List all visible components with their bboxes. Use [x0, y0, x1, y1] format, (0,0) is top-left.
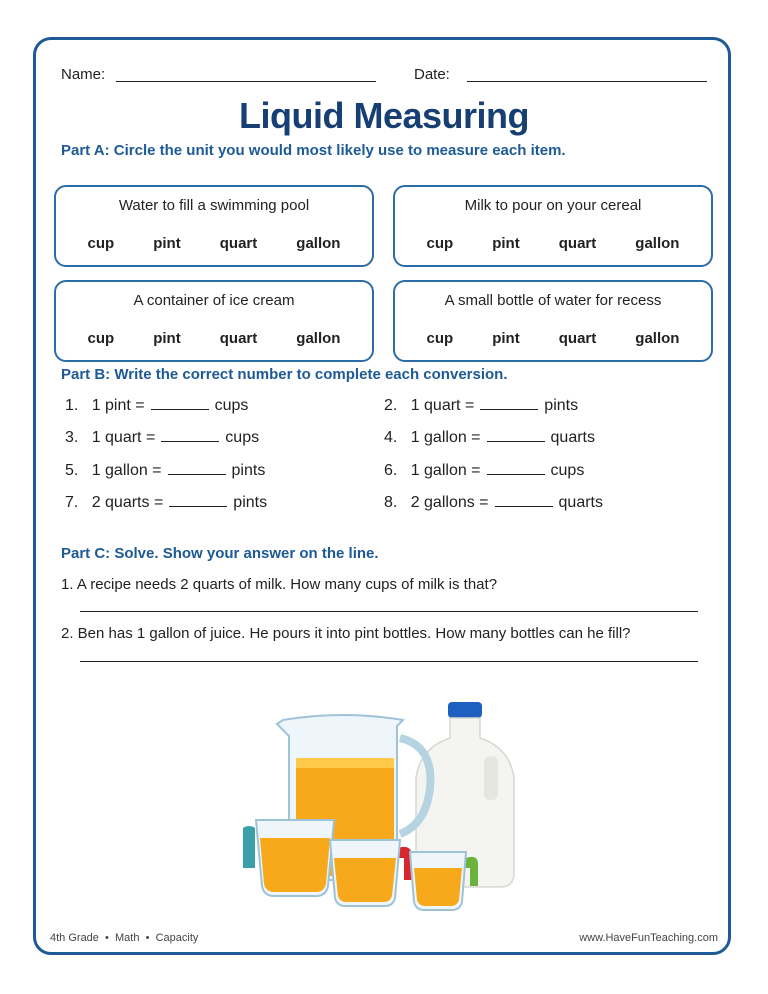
- answer-blank[interactable]: [168, 460, 226, 475]
- conversion-problem: [65, 460, 265, 480]
- date-label: Date:: [414, 66, 450, 83]
- unit-option-cup[interactable]: cup: [426, 235, 454, 252]
- conversion-problem: [384, 492, 603, 512]
- unit-option-cup[interactable]: cup: [426, 330, 454, 347]
- part-a-heading: Part A: Circle the unit you would most likely use to measure each item.: [61, 142, 566, 159]
- item-card: [54, 280, 374, 362]
- unit-option-pint[interactable]: pint: [492, 235, 520, 252]
- answer-blank[interactable]: [487, 460, 545, 475]
- unit-option-gallon[interactable]: gallon: [296, 330, 341, 347]
- bullet-icon: •: [142, 932, 153, 944]
- unit-option-quart[interactable]: quart: [558, 235, 597, 252]
- problem-unit: pints: [233, 494, 268, 511]
- unit-option-pint[interactable]: pint: [153, 330, 181, 347]
- footer-topic: Capacity: [155, 932, 199, 944]
- answer-blank[interactable]: [151, 395, 209, 410]
- unit-option-pint[interactable]: pint: [492, 330, 520, 347]
- date-field[interactable]: [467, 81, 707, 82]
- problem-unit: pints: [544, 397, 579, 414]
- problem-number: 8.: [384, 494, 398, 511]
- problem-unit: cups: [550, 462, 585, 479]
- answer-blank[interactable]: [169, 492, 227, 507]
- part-c-heading: Part C: Solve. Show your answer on the line.: [61, 545, 379, 562]
- item-card: [393, 185, 713, 267]
- item-label: Water to fill a swimming pool: [118, 197, 310, 214]
- name-label: Name:: [61, 66, 106, 83]
- answer-line-2[interactable]: [80, 661, 698, 662]
- unit-option-cup[interactable]: cup: [87, 235, 115, 252]
- problem-number: 5.: [65, 462, 79, 479]
- unit-option-quart[interactable]: quart: [219, 330, 258, 347]
- answer-blank[interactable]: [487, 427, 545, 442]
- unit-option-pint[interactable]: pint: [153, 235, 181, 252]
- problem-number: 6.: [384, 462, 398, 479]
- problem-left: 2 gallons =: [410, 494, 489, 511]
- problem-number: 1.: [65, 397, 79, 414]
- problem-left: 1 quart =: [410, 397, 475, 414]
- problem-unit: pints: [231, 462, 266, 479]
- liquid-containers-illustration: [238, 698, 528, 913]
- unit-option-quart[interactable]: quart: [219, 235, 258, 252]
- problem-left: 1 quart =: [91, 429, 156, 446]
- part-b-heading: Part B: Write the correct number to complete each conversion.: [61, 366, 508, 383]
- item-label: A small bottle of water for recess: [444, 292, 662, 309]
- unit-option-quart[interactable]: quart: [558, 330, 597, 347]
- problem-left: 1 pint =: [91, 397, 145, 414]
- answer-blank[interactable]: [161, 427, 219, 442]
- problem-number: 3.: [65, 429, 79, 446]
- word-problem-1: 1. A recipe needs 2 quarts of milk. How many cups of milk is that?: [61, 576, 498, 593]
- measuring-cup-icon: [330, 840, 412, 906]
- problem-unit: cups: [225, 429, 260, 446]
- item-card: [393, 280, 713, 362]
- unit-option-gallon[interactable]: gallon: [635, 330, 680, 347]
- measuring-cup-icon: [243, 820, 334, 896]
- item-label: Milk to pour on your cereal: [464, 197, 642, 214]
- footer-grade: 4th Grade: [50, 932, 99, 944]
- problem-left: 2 quarts =: [91, 494, 164, 511]
- answer-line-1[interactable]: [80, 611, 698, 612]
- conversion-problem: [65, 395, 248, 415]
- name-field[interactable]: [116, 81, 376, 82]
- problem-left: 1 gallon =: [410, 429, 481, 446]
- problem-unit: quarts: [558, 494, 603, 511]
- conversion-problem: [384, 460, 584, 480]
- problem-unit: quarts: [550, 429, 595, 446]
- bullet-icon: •: [101, 932, 112, 944]
- unit-option-cup[interactable]: cup: [87, 330, 115, 347]
- item-card: [54, 185, 374, 267]
- unit-option-gallon[interactable]: gallon: [296, 235, 341, 252]
- problem-number: 4.: [384, 429, 398, 446]
- conversion-problem: [65, 427, 259, 447]
- unit-option-gallon[interactable]: gallon: [635, 235, 680, 252]
- problem-unit: cups: [214, 397, 249, 414]
- footer-subject: Math: [115, 932, 140, 944]
- footer-tags: [50, 932, 198, 944]
- page-title: Liquid Measuring: [238, 95, 529, 136]
- problem-left: 1 gallon =: [410, 462, 481, 479]
- problem-number: 2.: [384, 397, 398, 414]
- conversion-problem: [384, 395, 578, 415]
- answer-blank[interactable]: [480, 395, 538, 410]
- conversion-problem: [65, 492, 267, 512]
- problem-left: 1 gallon =: [91, 462, 162, 479]
- answer-blank[interactable]: [495, 492, 553, 507]
- conversion-problem: [384, 427, 595, 447]
- problem-number: 7.: [65, 494, 79, 511]
- word-problem-2: 2. Ben has 1 gallon of juice. He pours it into pint bottles. How many bottles can he fill?: [61, 625, 631, 642]
- footer-site-link[interactable]: www.HaveFunTeaching.com: [579, 932, 718, 944]
- item-label: A container of ice cream: [133, 292, 295, 309]
